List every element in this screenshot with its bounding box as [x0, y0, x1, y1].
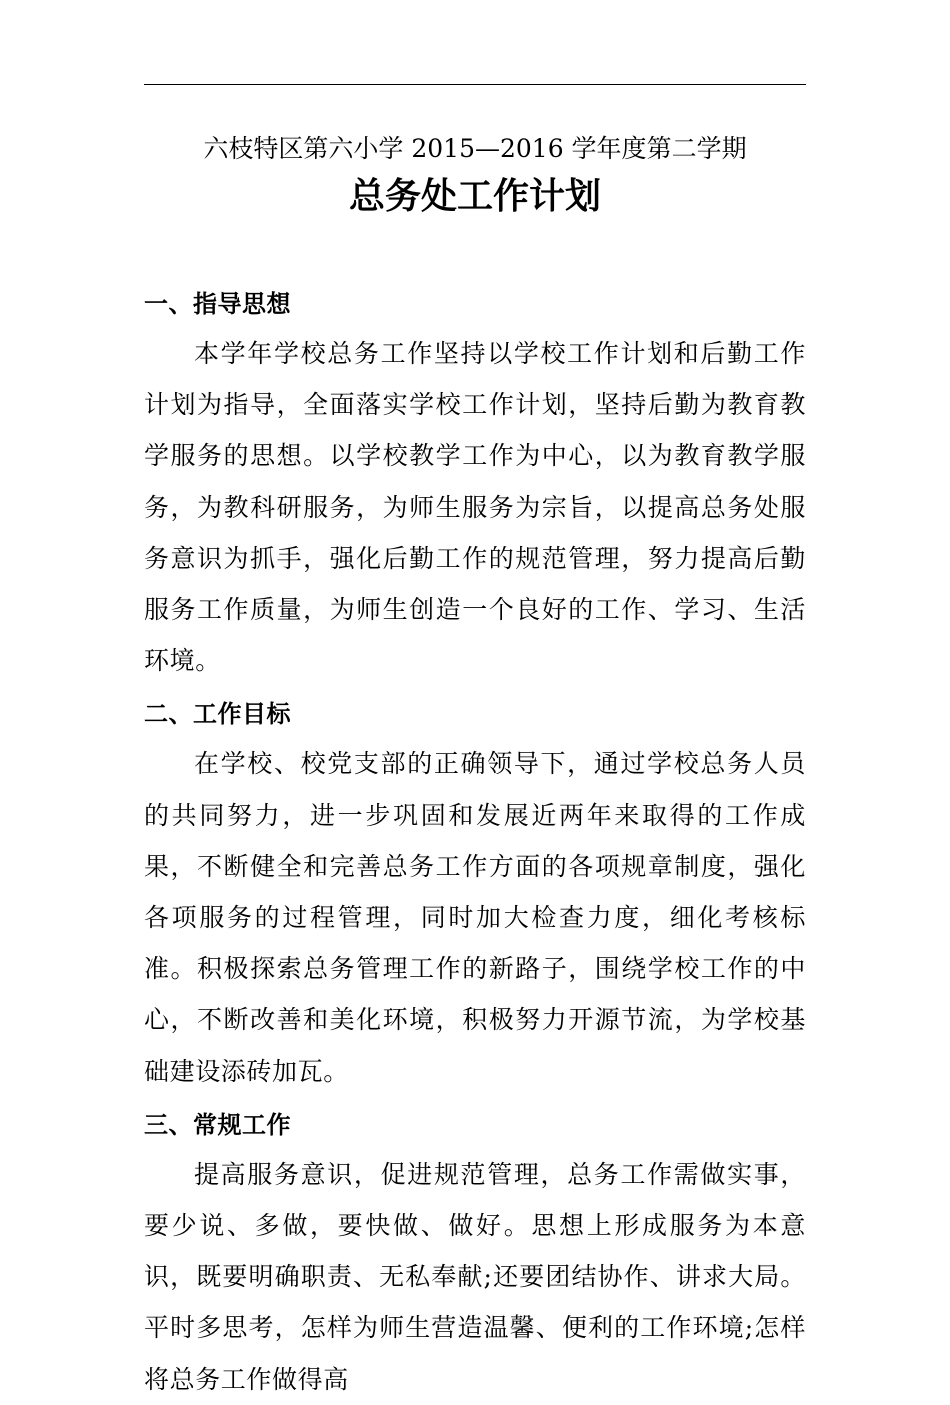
- section-heading-routine-work: 三、常规工作: [144, 1110, 291, 1139]
- document-title: 总务处工作计划: [348, 175, 601, 217]
- section-paragraph-routine-work: 提高服务意识，促进规范管理，总务工作需做实事，要少说、多做，要快做、做好。思想上形成服务为本意识，既要明确职责、无私奉献;还要团结协作、讲求大局。平时多思考，怎样为师生营造温馨、便利的工作环境;怎样将总务工作做得高: [144, 1159, 806, 1394]
- section-heading-guiding-ideology: 一、指导思想: [144, 290, 291, 318]
- document-subtitle: 六枝特区第六小学 2015—2016 学年度第二学期: [203, 134, 747, 163]
- section-paragraph-guiding-ideology: 本学年学校总务工作坚持以学校工作计划和后勤工作计划为指导，全面落实学校工作计划，坚持后勤为教育教学服务的思想。以学校教学工作为中心，以为教育教学服务，为教科研服务，为师生服务为宗旨，以提高总务处服务意识为抓手，强化后勤工作的规范管理，努力提高后勤服务工作质量，为师生创造一个良好的工作、学习、生活环境。: [144, 339, 806, 676]
- document-body: [144, 280, 806, 1405]
- header-rule: [144, 84, 806, 85]
- section-heading-work-goals: 二、工作目标: [144, 700, 291, 729]
- section-paragraph-work-goals: 在学校、校党支部的正确领导下，通过学校总务人员的共同努力，进一步巩固和发展近两年来取得的工作成果，不断健全和完善总务工作方面的各项规章制度，强化各项服务的过程管理，同时加大检查力度，细化考核标准。积极探索总务管理工作的新路子，围绕学校工作的中心，不断改善和美化环境，积极努力开源节流，为学校基础建设添砖加瓦。: [144, 749, 806, 1086]
